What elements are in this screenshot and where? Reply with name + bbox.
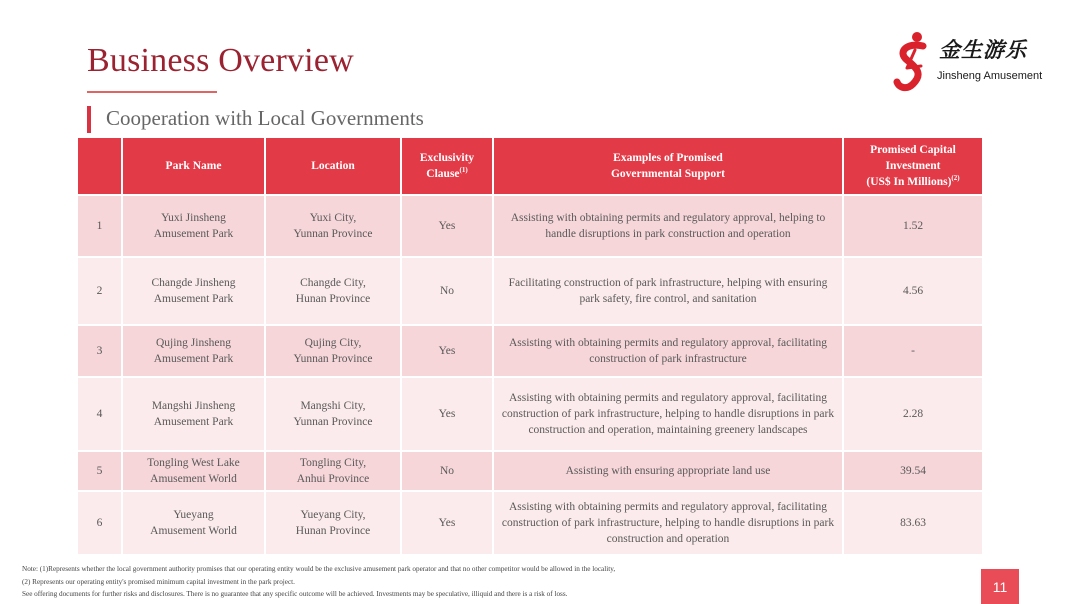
table-row: [77, 195, 983, 257]
cell-support: Facilitating construction of park infrastructure, helping with ensuring park safety, fire control, and sanitation: [493, 257, 843, 325]
cell-no: 6: [77, 491, 122, 555]
cell-clause: Yes: [401, 491, 493, 555]
title-underline: [87, 91, 217, 93]
cell-investment: 4.56: [843, 257, 983, 325]
cell-location: Yueyang City, Hunan Province: [265, 491, 401, 555]
header-exclusivity: Exclusivity Clause$^{(1)}$: [401, 137, 493, 195]
cell-no: 4: [77, 377, 122, 451]
table-row: [77, 325, 983, 377]
cell-investment: 1.52: [843, 195, 983, 257]
footnote-2: (2) Represents our operating entity's promised minimum capital investment in the park project.: [22, 577, 295, 586]
cell-location: Tongling City, Anhui Province: [265, 451, 401, 491]
cell-investment: 2.28: [843, 377, 983, 451]
header-location: Location: [265, 137, 401, 195]
page-number: 11: [981, 569, 1019, 604]
logo-chinese-name: 金生游乐: [939, 38, 1027, 62]
subtitle-accent-bar: [87, 106, 91, 133]
section-subtitle: Cooperation with Local Governments: [106, 106, 424, 130]
page-title: Business Overview: [87, 42, 354, 79]
header-investment: Promised Capital Investment (US$ In Millions)$^{(2)}$: [843, 137, 983, 195]
cell-park-name: Yueyang Amusement World: [122, 491, 265, 555]
table-header-row: [77, 137, 983, 195]
cooperation-table: [76, 136, 984, 556]
cell-no: 2: [77, 257, 122, 325]
table-row: [77, 257, 983, 325]
disclaimer: See offering documents for further risks and disclosures. There is no guarantee that any specific outcome will be achieved. Investments may be speculative, illiquid and there is a risk of loss.: [22, 590, 568, 598]
table-row: [77, 451, 983, 491]
footnote-1: Note: (1)Represents whether the local government authority promises that our operating entity would be the exclusive amusement park operator and that no other competitor would be allowed in the locality,: [22, 565, 616, 573]
header-support: Examples of Promised Governmental Support: [493, 137, 843, 195]
cell-location: Changde City, Hunan Province: [265, 257, 401, 325]
cell-no: 1: [77, 195, 122, 257]
cell-support: Assisting with obtaining permits and regulatory approval, facilitating construction of park infrastructure: [493, 325, 843, 377]
logo-english-name: Jinsheng Amusement: [937, 70, 1043, 82]
cell-park-name: Tongling West Lake Amusement World: [122, 451, 265, 491]
cell-support: Assisting with ensuring appropriate land use: [493, 451, 843, 491]
table-row: [77, 377, 983, 451]
header-no: [77, 137, 122, 195]
cell-support: Assisting with obtaining permits and regulatory approval, helping to handle disruptions in park construction and operation: [493, 195, 843, 257]
cell-support: Assisting with obtaining permits and regulatory approval, facilitating construction of park infrastructure, helping to handle disruptions in park construction and operation, maintaining greenery landscapes: [493, 377, 843, 451]
cell-clause: Yes: [401, 325, 493, 377]
cell-support: Assisting with obtaining permits and regulatory approval, facilitating construction of park infrastructure, helping to handle disruptions in park construction and operation: [493, 491, 843, 555]
cell-investment: 83.63: [843, 491, 983, 555]
cell-park-name: Yuxi Jinsheng Amusement Park: [122, 195, 265, 257]
footnotes: [22, 563, 922, 601]
table-row: [77, 491, 983, 555]
cell-location: Yuxi City, Yunnan Province: [265, 195, 401, 257]
header-park-name: Park Name: [122, 137, 265, 195]
cell-investment: 39.54: [843, 451, 983, 491]
cell-investment: -: [843, 325, 983, 377]
company-logo: [893, 28, 1053, 94]
cell-park-name: Changde Jinsheng Amusement Park: [122, 257, 265, 325]
cell-clause: Yes: [401, 377, 493, 451]
cell-park-name: Mangshi Jinsheng Amusement Park: [122, 377, 265, 451]
cell-clause: No: [401, 451, 493, 491]
cell-clause: No: [401, 257, 493, 325]
cell-clause: Yes: [401, 195, 493, 257]
cell-location: Mangshi City, Yunnan Province: [265, 377, 401, 451]
logo-mark-icon: [893, 28, 937, 94]
cell-park-name: Qujing Jinsheng Amusement Park: [122, 325, 265, 377]
cell-location: Qujing City, Yunnan Province: [265, 325, 401, 377]
cell-no: 3: [77, 325, 122, 377]
cell-no: 5: [77, 451, 122, 491]
